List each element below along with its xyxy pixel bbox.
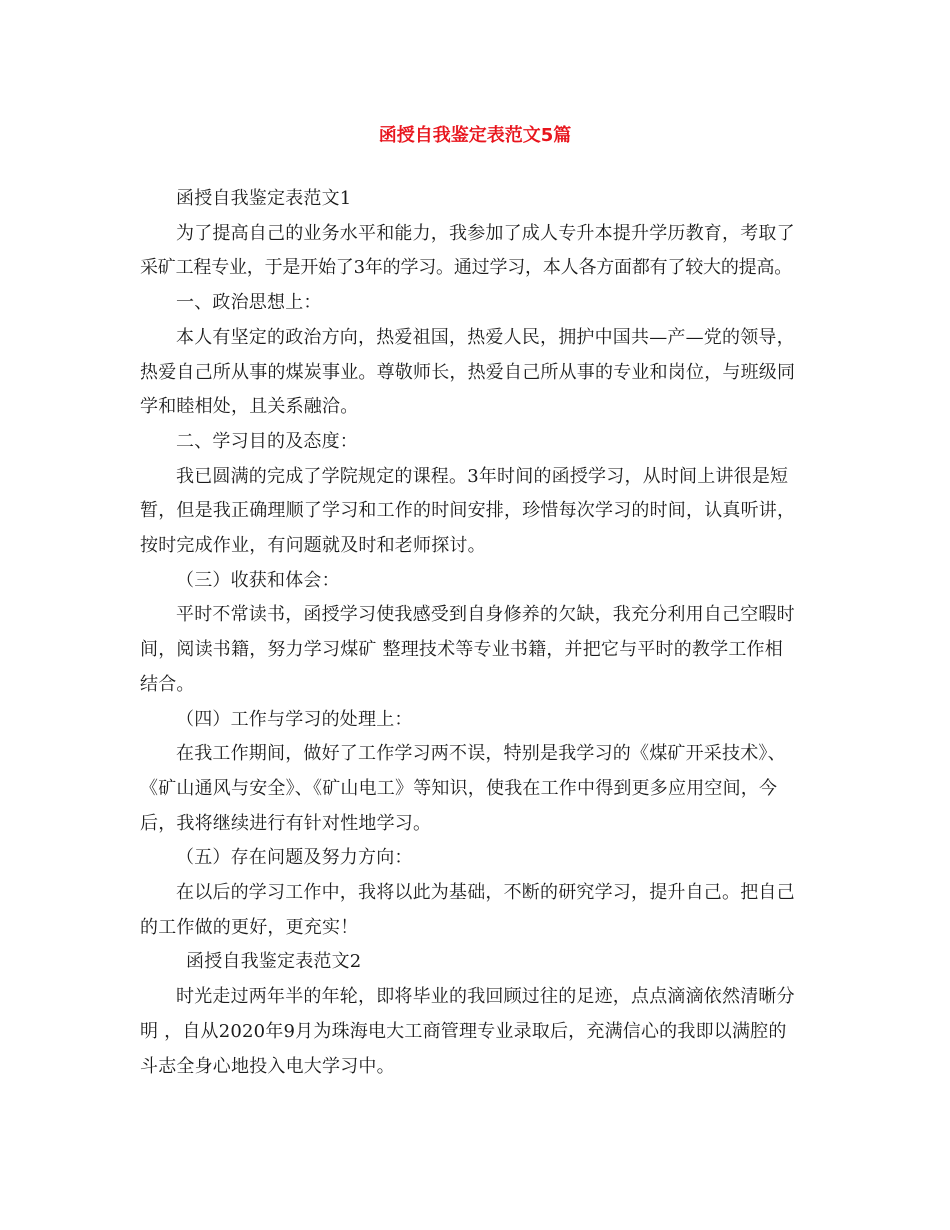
- paragraph-line: 结合。: [140, 673, 195, 695]
- subheading: （三）收获和体会：: [176, 569, 340, 591]
- paragraph-line: 平时不常读书，函授学习使我感受到自身修养的欠缺，我充分利用自己空暇时: [176, 604, 795, 626]
- paragraph-line: 按时完成作业，有问题就及时和老师探讨。: [140, 535, 486, 557]
- paragraph-line: 的工作做的更好，更充实！: [140, 916, 359, 938]
- subheading: 二、学习目的及态度：: [176, 430, 358, 452]
- paragraph-line: 后，我将继续进行有针对性地学习。: [140, 812, 432, 834]
- document-title: 函授自我鉴定表范文5篇: [378, 125, 572, 146]
- paragraph-line: 明 ，自从2020年9月为珠海电大工商管理专业录取后，充满信心的我即以满腔的: [140, 1020, 787, 1042]
- paragraph-line: 间，阅读书籍，努力学习煤矿 整理技术等专业书籍，并把它与平时的教学工作相: [140, 639, 783, 661]
- paragraph-line: 斗志全身心地投入电大学习中。: [140, 1055, 395, 1077]
- subheading: （五）存在问题及努力方向：: [176, 847, 413, 869]
- section-heading: 函授自我鉴定表范文2: [186, 951, 362, 973]
- document-body: [140, 182, 820, 1084]
- paragraph-line: 我已圆满的完成了学院规定的课程。3年时间的函授学习，从时间上讲很是短: [176, 465, 789, 487]
- paragraph-line: 为了提高自己的业务水平和能力，我参加了成人专升本提升学历教育，考取了: [176, 222, 795, 244]
- paragraph-line: 时光走过两年半的年轮，即将毕业的我回顾过往的足迹，点点滴滴依然清晰分: [176, 986, 795, 1008]
- paragraph-line: 采矿工程专业，于是开始了3年的学习。通过学习，本人各方面都有了较大的提高。: [140, 257, 793, 279]
- paragraph-line: 暂，但是我正确理顺了学习和工作的时间安排，珍惜每次学习的时间，认真听讲，: [140, 500, 796, 522]
- paragraph-line: 在以后的学习工作中，我将以此为基础，不断的研究学习，提升自己。把自己: [176, 882, 795, 904]
- subheading: （四）工作与学习的处理上：: [176, 708, 413, 730]
- paragraph-line: 《矿山通风与安全》、《矿山电工》等知识，使我在工作中得到更多应用空间，今: [140, 777, 778, 799]
- paragraph-line: 学和睦相处，且关系融洽。: [140, 396, 359, 418]
- paragraph-line: 在我工作期间，做好了工作学习两不误，特别是我学习的《煤矿开采技术》、: [176, 743, 786, 765]
- section-heading: 函授自我鉴定表范文1: [176, 188, 352, 209]
- subheading: 一、政治思想上：: [176, 292, 322, 314]
- paragraph-line: 热爱自己所从事的煤炭事业。尊敬师长，热爱自己所从事的专业和岗位，与班级同: [140, 361, 796, 383]
- paragraph-line: 本人有坚定的政治方向，热爱祖国，热爱人民，拥护中国共—产—党的领导，: [176, 326, 795, 348]
